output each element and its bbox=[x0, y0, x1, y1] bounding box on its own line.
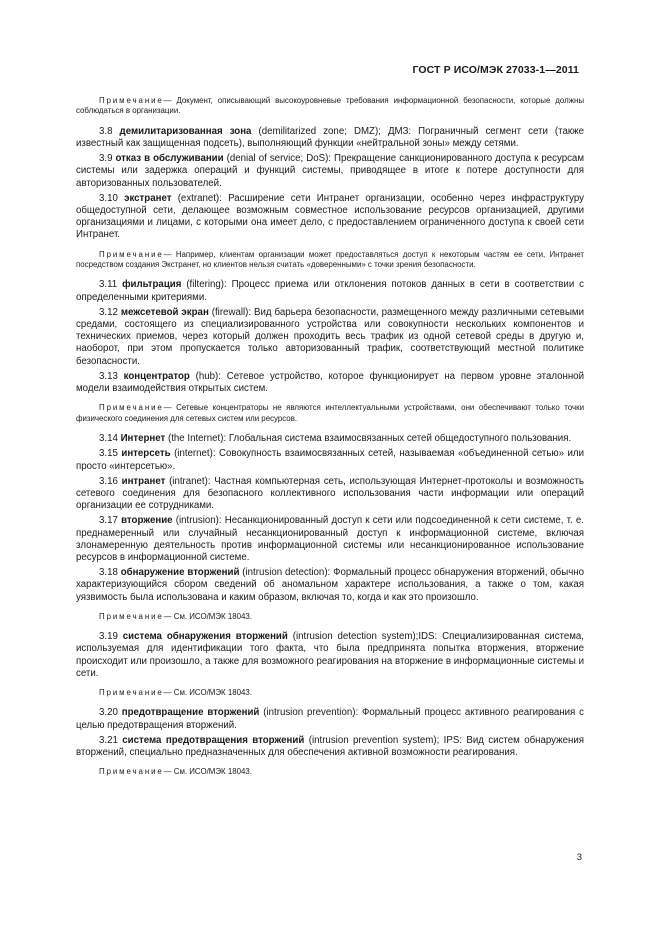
term: вторжение bbox=[121, 515, 173, 527]
page-number: 3 bbox=[576, 852, 582, 863]
term-number: 3.14 bbox=[99, 433, 118, 445]
note bbox=[76, 250, 584, 271]
note-text: — См. ИСО/МЭК 18043. bbox=[163, 767, 252, 777]
term: экстранет bbox=[124, 192, 172, 204]
definition-3-14 bbox=[76, 433, 584, 445]
term: Интернет bbox=[120, 433, 166, 445]
term-number: 3.9 bbox=[99, 153, 113, 165]
definition-3-20 bbox=[76, 707, 584, 731]
note-label: Примечание bbox=[99, 249, 164, 259]
definition-text: (internet): Совокупность взаимосвязанных сетей, называемая «объединенной сетью» или просто «интерсетью». bbox=[76, 448, 584, 472]
term: демилитаризованная зона bbox=[119, 125, 252, 137]
definition-text: (hub): Сетевое устройство, которое функционирует на первом уровне эталонной модели взаимодействия открытых систем. bbox=[76, 370, 584, 395]
definition-3-13 bbox=[76, 371, 584, 395]
note bbox=[76, 767, 584, 777]
term-number: 3.15 bbox=[99, 448, 118, 460]
term-number: 3.17 bbox=[99, 515, 118, 527]
definition-3-9 bbox=[76, 153, 584, 190]
term: система предотвращения вторжений bbox=[122, 734, 305, 746]
note bbox=[76, 96, 584, 117]
definition-text: (intrusion prevention system); IPS: Вид систем обнаружения вторжений, специально предназначенных для обеспечения активной возможности реагирования. bbox=[76, 734, 584, 758]
term: обнаружение вторжений bbox=[120, 567, 240, 579]
note bbox=[76, 688, 584, 698]
definition-text: (extranet): Расширение сети Интранет организации, особенно через инфраструктуру общедоступной сети, делающее возможным совместное использование ресурсов организацией, другими организациями и лицами, с которыми она имеет дело, с предоставлением ограниченного доступа к своей сети Интранет. bbox=[76, 192, 584, 241]
term-number: 3.16 bbox=[99, 475, 118, 487]
definition-text: (firewall): Вид барьера безопасности, размещенного между различными сетевыми средами, состоящего из специализированного устройства или совокупности нескольких компонентов и технических приемов, через который должен проходить весь трафик из одной сетевой среды в другую и, наоборот, при этом пропускается только авторизованный трафик, соответствующий местной политике безопасности. bbox=[76, 306, 584, 367]
term: межсетевой экран bbox=[120, 306, 209, 318]
definition-3-17 bbox=[76, 515, 584, 564]
note bbox=[76, 403, 584, 424]
note-text: — Сетевые концентраторы не являются интеллектуальными устройствами, они обеспечивают только точки физического соединения для сетевых систем или ресурсов. bbox=[76, 403, 584, 423]
term: интранет bbox=[121, 475, 166, 487]
note-label: Примечание bbox=[99, 687, 164, 697]
definition-text: (filtering): Процесс приема или отклонения потоков данных в сети в соответствии с определенными критериями. bbox=[76, 279, 584, 303]
definition-text: (intrusion detection system);IDS: Специализированная система, используемая для идентификации того факта, что была предпринята попытка вторжения, вторжение происходит или произошло, а также для возможного реагирования на вторжение в информационные системы и сети. bbox=[76, 631, 584, 679]
term-number: 3.19 bbox=[99, 631, 118, 643]
note-text: — См. ИСО/МЭК 18043. bbox=[163, 611, 252, 621]
note-label: Примечание bbox=[99, 403, 164, 413]
term: отказ в обслуживании bbox=[115, 153, 224, 165]
definition-3-10 bbox=[76, 193, 584, 242]
definition-text: (demilitarized zone; DMZ); ДМЗ: Пограничный сегмент сети (также известный как защищенная подсеть), выполняющий функции «нейтральной зоны» между сетями. bbox=[76, 125, 584, 150]
definition-3-15 bbox=[76, 448, 584, 472]
term: концентратор bbox=[123, 370, 190, 382]
definition-text: (intranet): Частная компьютерная сеть, использующая Интернет-протоколы и возможность сетевого соединения для безопасного коллективного использования части информации или операций организации ее сотрудниками. bbox=[76, 475, 584, 512]
definition-3-12 bbox=[76, 307, 584, 368]
definition-text: (intrusion): Несанкционированный доступ к сети или подсоединенной к сети системе, т. е. преднамеренный или случайный несанкционированный доступ к информационной системе, включая злонамеренную деятельность против информационной системы или несанкционированное использование ресурсов в информационной системе. bbox=[76, 515, 584, 563]
term: фильтрация bbox=[122, 279, 182, 291]
definition-3-21 bbox=[76, 735, 584, 759]
note-text: — Например, клиентам организации может предоставляться доступ к некоторым частям ее сети, Интранет посредством создания Экстранет, но клиентов нельзя считать «доверенными» с точки зрения безопасности. bbox=[76, 249, 584, 270]
definition-text: (the Internet): Глобальная система взаимосвязанных сетей общедоступного пользования. bbox=[168, 433, 572, 445]
definition-3-8 bbox=[76, 126, 584, 150]
note-label: Примечание bbox=[99, 767, 164, 777]
definition-text: (denial of service; DoS): Прекращение санкционированного доступа к ресурсам системы или задержка операций и функций системы, приводящее в итоге к потере доступности для авторизованных пользователей. bbox=[76, 153, 584, 189]
note-label: Примечание bbox=[99, 611, 164, 621]
term-number: 3.18 bbox=[99, 567, 118, 579]
definition-text: (intrusion prevention): Формальный процесс активного реагирования с целью предотвращения вторжений. bbox=[76, 707, 584, 731]
term-number: 3.11 bbox=[99, 279, 118, 291]
page-content bbox=[76, 96, 584, 785]
definition-3-18 bbox=[76, 567, 584, 604]
term: система обнаружения вторжений bbox=[122, 631, 288, 643]
note-label: Примечание bbox=[99, 96, 164, 105]
term: интерсеть bbox=[121, 448, 171, 460]
definition-3-19 bbox=[76, 631, 584, 680]
note bbox=[76, 612, 584, 622]
definition-3-11 bbox=[76, 279, 584, 303]
term-number: 3.10 bbox=[99, 192, 118, 204]
definition-3-16 bbox=[76, 476, 584, 513]
term: предотвращение вторжений bbox=[121, 707, 260, 719]
term-number: 3.8 bbox=[99, 125, 113, 137]
note-text: — Документ, описывающий высокоуровневые требования информационной безопасности, которые должны соблюдаться в организации. bbox=[76, 96, 584, 116]
term-number: 3.13 bbox=[99, 370, 118, 382]
term-number: 3.20 bbox=[99, 707, 118, 719]
document-header: ГОСТ Р ИСО/МЭК 27033-1—2011 bbox=[412, 64, 579, 76]
note-text: — См. ИСО/МЭК 18043. bbox=[163, 687, 252, 697]
term-number: 3.21 bbox=[99, 734, 118, 746]
definition-text: (intrusion detection): Формальный процесс обнаружения вторжений, обычно характеризующийся сбором сведений об аномальном характере использования, а также о том, какая уязвимость была использована и каким образом, включая то, когда и как это произошло. bbox=[76, 567, 584, 603]
term-number: 3.12 bbox=[99, 306, 118, 318]
